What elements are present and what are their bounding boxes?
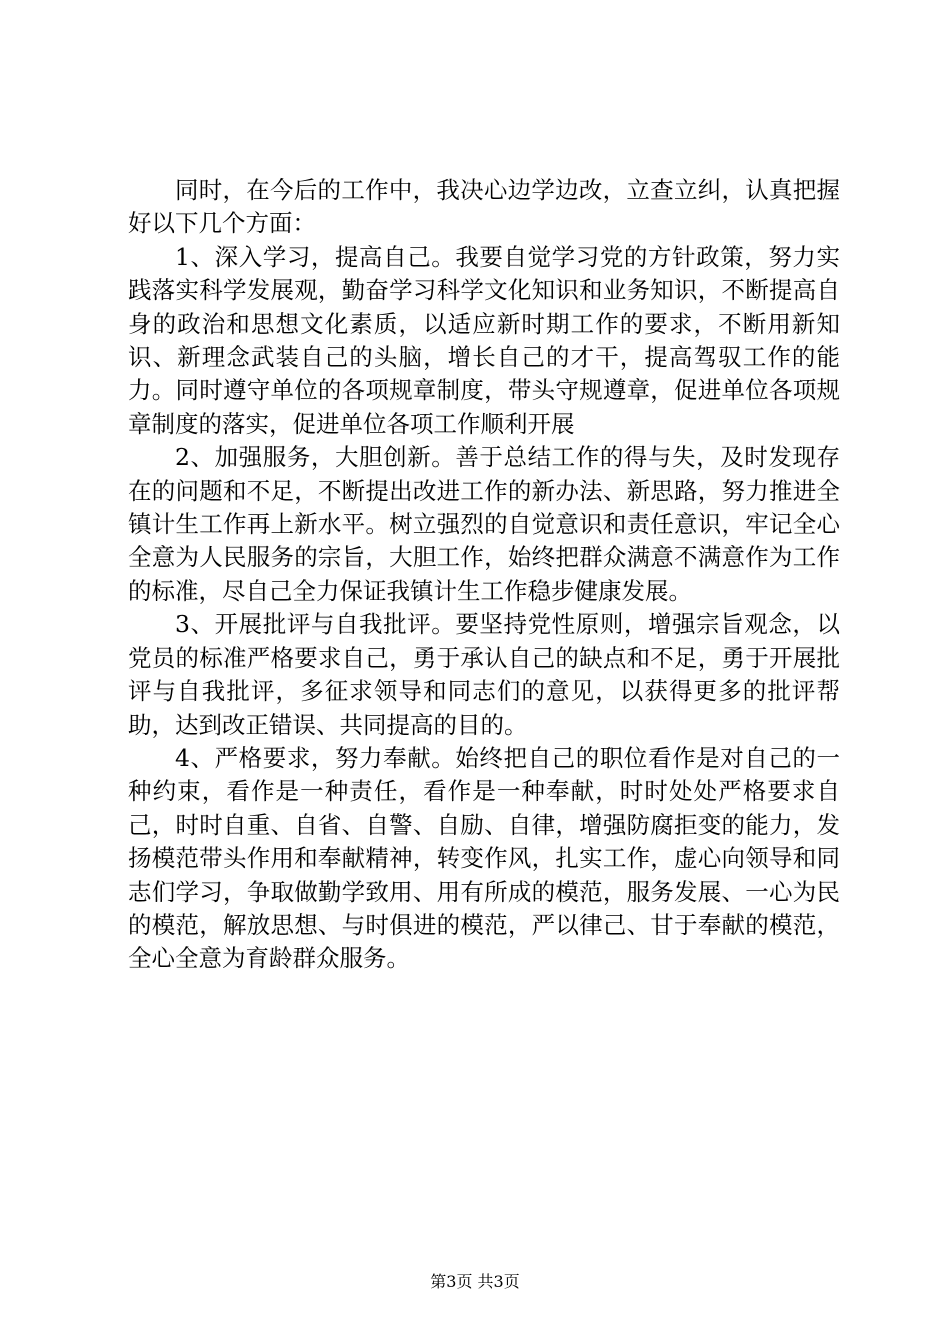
item-3-paragraph: 3、开展批评与自我批评。要坚持党性原则，增强宗旨观念，以党员的标准严格要求自己，勇于承认自己的缺点和不足，勇于开展批评与自我批评，多征求领导和同志们的意见，以获得更多的批评帮助，达到改正错误、共同提高的目的。 (128, 610, 840, 739)
document-body (128, 174, 840, 976)
item-4-paragraph: 4、严格要求，努力奉献。始终把自己的职位看作是对自己的一种约束，看作是一种责任，看作是一种奉献，时时处处严格要求自己，时时自重、自省、自警、自励、自律，增强防腐拒变的能力，发扬模范带头作用和奉献精神，转变作风，扎实工作，虚心向领导和同志们学习，争取做勤学致用、用有所成的模范，服务发展、一心为民的模范，解放思想、与时俱进的模范，严以律己、甘于奉献的模范，全心全意为育龄群众服务。 (128, 743, 840, 973)
page-number-footer: 第3页 共3页 (430, 1272, 520, 1291)
item-2-paragraph: 2、加强服务，大胆创新。善于总结工作的得与失，及时发现存在的问题和不足，不断提出改进工作的新办法、新思路，努力推进全镇计生工作再上新水平。树立强烈的自觉意识和责任意识，牢记全心全意为人民服务的宗旨，大胆工作，始终把群众满意不满意作为工作的标准，尽自己全力保证我镇计生工作稳步健康发展。 (128, 443, 840, 605)
intro-paragraph: 同时，在今后的工作中，我决心边学边改，立查立纠，认真把握好以下几个方面： (128, 176, 840, 238)
item-1-paragraph: 1、深入学习，提高自己。我要自觉学习党的方针政策，努力实践落实科学发展观，勤奋学习科学文化知识和业务知识，不断提高自身的政治和思想文化素质，以适应新时期工作的要求，不断用新知识、新理念武装自己的头脑，增长自己的才干，提高驾驭工作的能力。同时遵守单位的各项规章制度，带头守规遵章，促进单位各项规章制度的落实，促进单位各项工作顺利开展 (128, 242, 840, 438)
